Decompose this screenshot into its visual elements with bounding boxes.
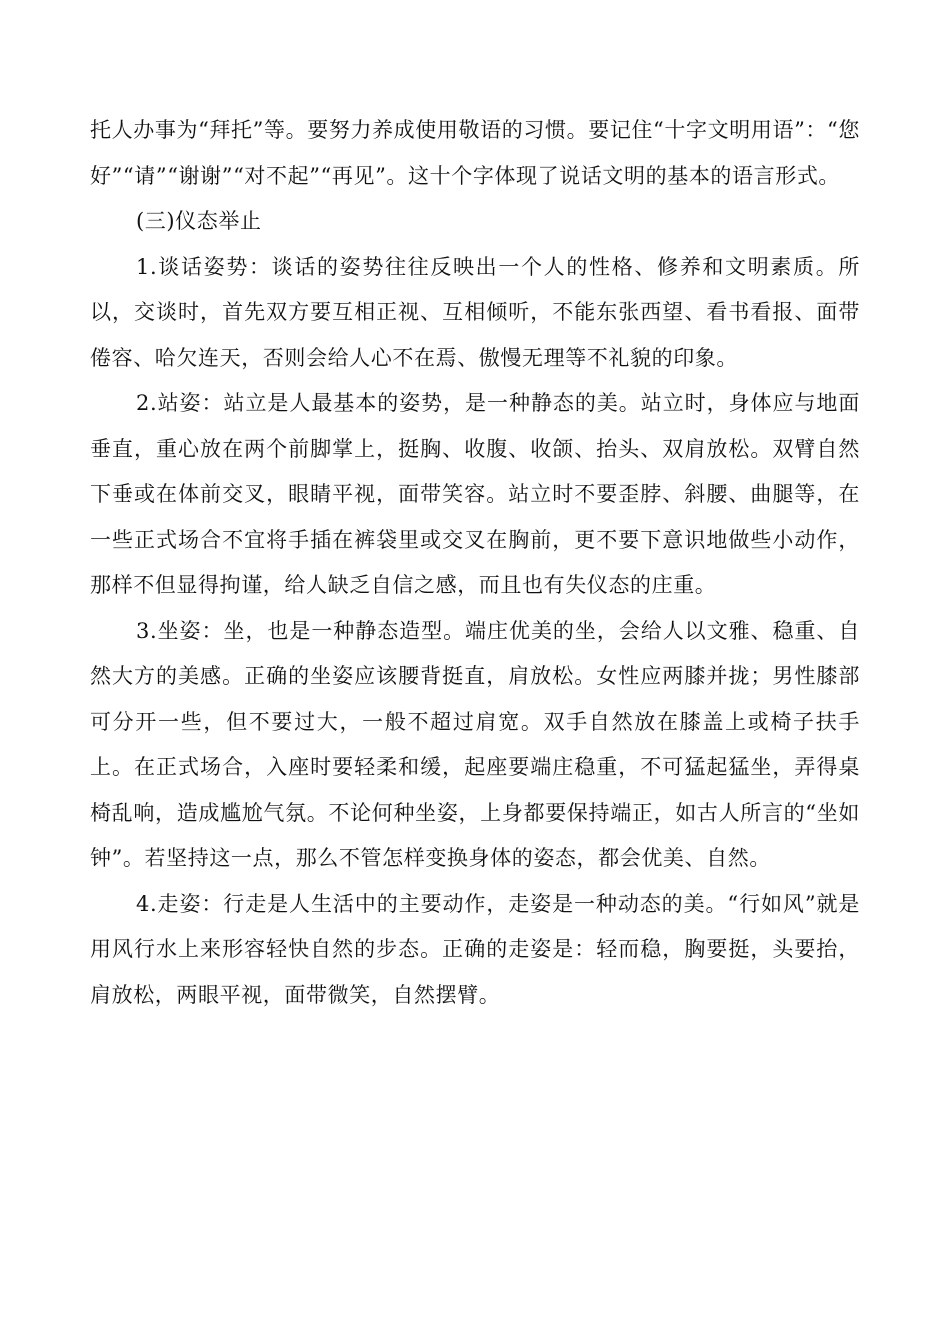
paragraph-standing-posture: 2.站姿：站立是人最基本的姿势，是一种静态的美。站立时，身体应与地面垂直，重心放在两个前脚掌上，挺胸、收腹、收颌、抬头、双肩放松。双臂自然下垂或在体前交叉，眼睛平视，面带笑容。站立时不要歪脖、斜腰、曲腿等，在一些正式场合不宜将手插在裤袋里或交叉在胸前，更不要下意识地做些小动作，那样不但显得拘谨，给人缺乏自信之感，而且也有失仪态的庄重。 (90, 391, 860, 597)
section-heading: (三)仪态举止 (136, 209, 262, 233)
document-page (90, 108, 860, 1018)
paragraph-sitting-posture: 3.坐姿：坐，也是一种静态造型。端庄优美的坐，会给人以文雅、稳重、自然大方的美感。正确的坐姿应该腰背挺直，肩放松。女性应两膝并拢；男性膝部可分开一些，但不要过大，一般不超过肩宽。双手自然放在膝盖上或椅子扶手上。在正式场合，入座时要轻柔和缓，起座要端庄稳重，不可猛起猛坐，弄得桌椅乱响，造成尴尬气氛。不论何种坐姿，上身都要保持端正，如古人所言的“坐如钟”。若坚持这一点，那么不管怎样变换身体的姿态，都会优美、自然。 (90, 618, 860, 870)
paragraph-speaking-posture: 1.谈话姿势：谈话的姿势往往反映出一个人的性格、修养和文明素质。所以，交谈时，首先双方要互相正视、互相倾听，不能东张西望、看书看报、面带倦容、哈欠连天，否则会给人心不在焉、傲慢无理等不礼貌的印象。 (90, 254, 860, 370)
paragraph-walking-posture: 4.走姿：行走是人生活中的主要动作，走姿是一种动态的美。“行如风”就是用风行水上来形容轻快自然的步态。正确的走姿是：轻而稳，胸要挺，头要抬，肩放松，两眼平视，面带微笑，自然摆臂。 (90, 891, 860, 1007)
paragraph-continuation: 托人办事为“拜托”等。要努力养成使用敬语的习惯。要记住“十字文明用语”：“您好”“请”“谢谢”“对不起”“再见”。这十个字体现了说话文明的基本的语言形式。 (90, 118, 860, 188)
